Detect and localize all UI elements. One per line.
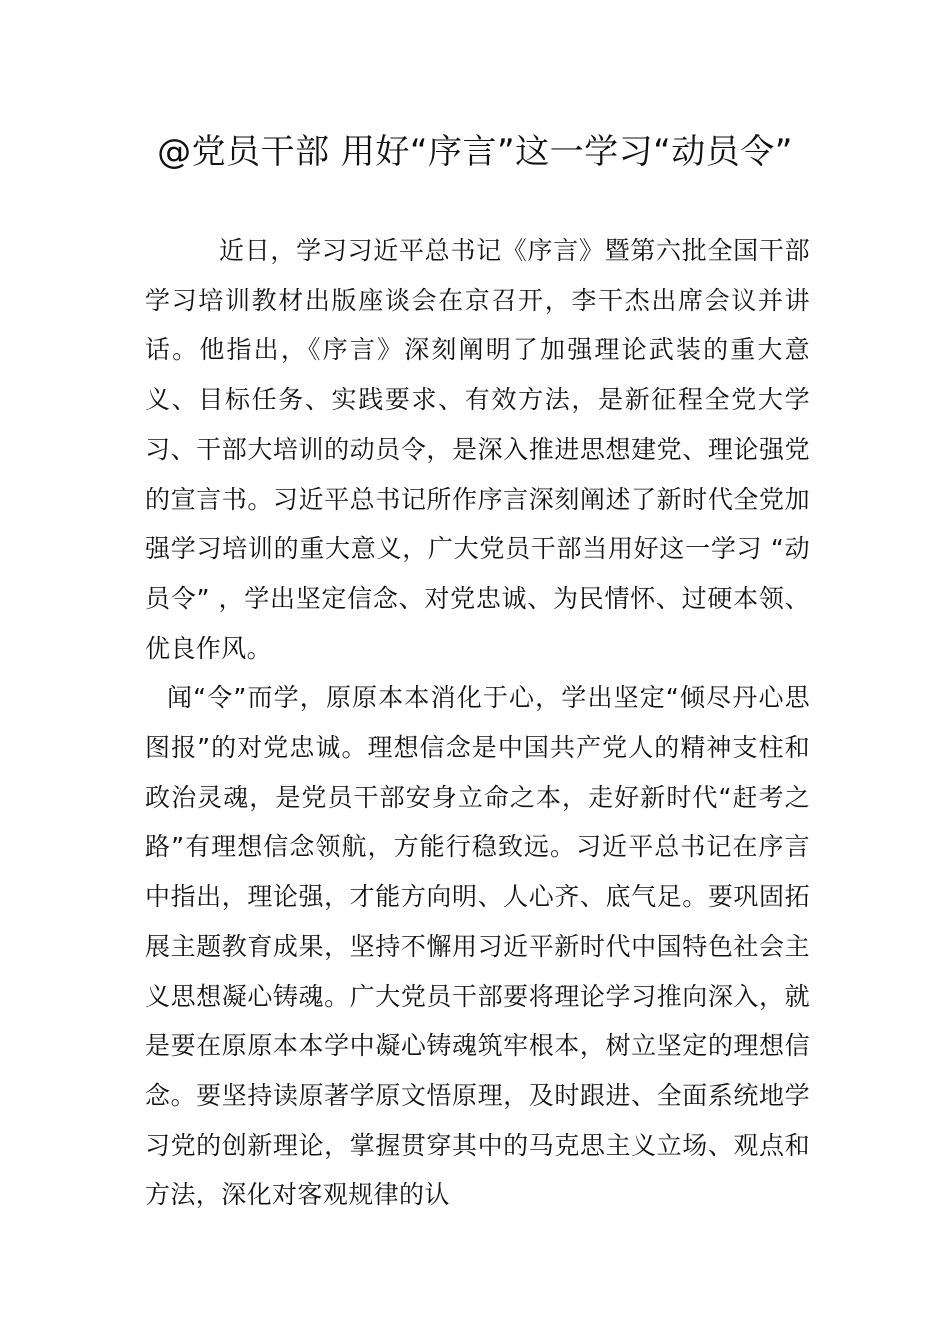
article-body [145,226,810,1220]
page-title: @党员干部 用好“序言”这一学习“动员令” [157,132,793,172]
paragraph-1: 近日，学习习近平总书记《序言》暨第六批全国干部学习培训教材出版座谈会在京召开，李干杰出席会议并讲话。他指出，《序言》深刻阐明了加强理论武装的重大意义、目标任务、实践要求、有效方法，是新征程全党大学习、干部大培训的动员令，是深入推进思想建党、理论强党的宣言书。习近平总书记所作序言深刻阐述了新时代全党加强学习培训的重大意义，广大党员干部当用好这一学习 “动员令” ，学出坚定信念、对党忠诚、为民情怀、过硬本领、优良作风。 [145,236,810,663]
paragraph-2: 闻“令”而学，原原本本消化于心，学出坚定“倾尽丹心思图报”的对党忠诚。理想信念是中国共产党人的精神支柱和政治灵魂，是党员干部安身立命之本，走好新时代“赶考之路”有理想信念领航，方能行稳致远。习近平总书记在序言中指出，理论强，才能方向明、人心齐、底气足。要巩固拓展主题教育成果，坚持不懈用习近平新时代中国特色社会主义思想凝心铸魂。广大党员干部要将理论学习推向深入，就是要在原原本本学中凝心铸魂筑牢根本，树立坚定的理想信念。要坚持读原著学原文悟原理，及时跟进、全面系统地学习党的创新理论，掌握贯穿其中的马克思主义立场、观点和方法，深化对客观规律的认 [145,683,810,1210]
